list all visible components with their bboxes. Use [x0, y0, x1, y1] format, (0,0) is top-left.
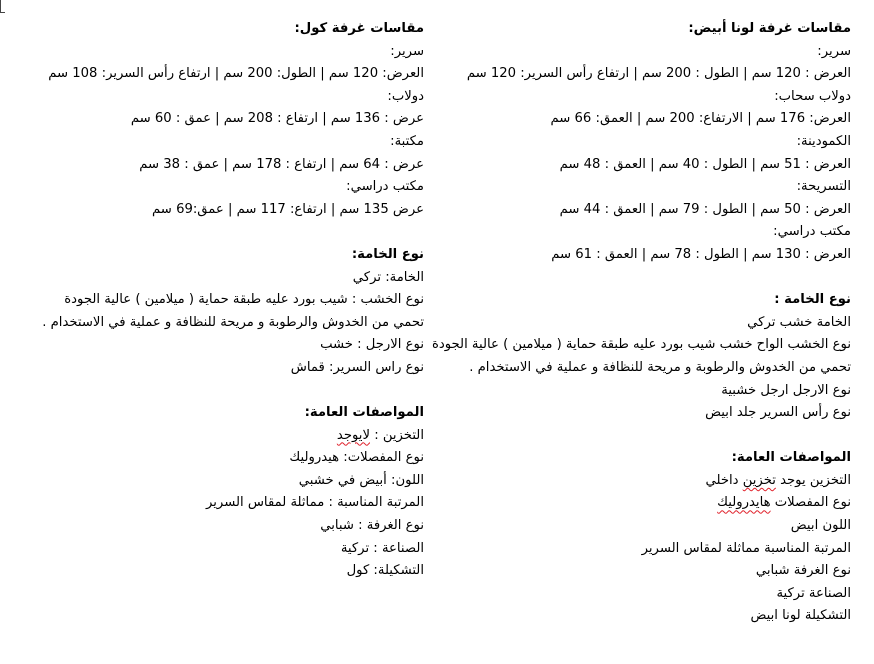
luna-desk-dims: العرض : 130 سم | الطول : 78 سم | العمق : 61 سم [551, 246, 851, 262]
cool-bookcase-dims: عرض : 64 سم | ارتفاع : 178 سم | عمق : 38 سم [139, 156, 424, 172]
cool-spec-room-type: نوع الغرفة : شبابي [320, 518, 424, 534]
cool-spec-hinges: نوع المفصلات: هيدروليك [289, 450, 424, 466]
cool-desk-dims: عرض 135 سم | ارتفاع: 117 سم | عمق:69 سم [152, 201, 424, 217]
luna-desk-label: مكتب دراسي: [773, 224, 851, 240]
spelling-marked-word: هايدروليك [717, 495, 771, 511]
cool-material-title: نوع الخامة: [351, 246, 424, 262]
luna-spec-collection: التشكيلة لونا ابيض [750, 608, 851, 624]
luna-specs-title: المواصفات العامة: [731, 450, 851, 466]
luna-spec-mattress: المرتبة المناسبة مماثلة لمقاس السرير [641, 540, 851, 556]
cool-material-line: الخامة: تركي [352, 269, 424, 285]
luna-room-column [431, 18, 851, 628]
blank-line [24, 221, 424, 244]
text-boundary-corner [0, 0, 5, 13]
luna-spec-color: اللون ابيض [790, 518, 851, 534]
cool-material-line: تحمي من الخدوش والرطوبة و مريحة للنظافة و عملية في الاستخدام . [42, 314, 424, 330]
cool-bookcase-label: مكتبة: [390, 133, 424, 149]
luna-spec-hinges [431, 492, 851, 515]
cool-specs-title: المواصفات العامة: [304, 405, 424, 421]
luna-material-line: نوع رأس السرير جلد ابيض [705, 405, 851, 421]
luna-storage-suffix: داخلي [705, 472, 743, 488]
luna-nightstand-dims: العرض : 51 سم | الطول : 40 سم | العمق : 48 سم [559, 156, 851, 172]
cool-spec-collection: التشكيلة: كول [346, 563, 424, 579]
luna-material-line: الخامة خشب تركي [747, 314, 851, 330]
luna-material-line: نوع الخشب الواح خشب شيب بورد عليه طبقة حماية ( ميلامين ) عالية الجودة [431, 337, 851, 353]
luna-material-line: تحمي من الخدوش والرطوبة و مريحة للنظافة و عملية في الاستخدام . [469, 359, 851, 375]
spelling-marked-word: لايوجد [336, 427, 370, 443]
cool-dimensions-title: مقاسات غرفة كول: [294, 21, 424, 36]
cool-spec-mattress: المرتبة المناسبة : مماثلة لمقاس السرير [205, 495, 424, 511]
blank-line [431, 267, 851, 290]
cool-material-line: نوع الخشب : شيب بورد عليه طبقة حماية ( ميلامين ) عالية الجودة [64, 292, 424, 308]
cool-material-line: نوع الارجل : خشب [320, 337, 424, 353]
cool-material-line: نوع راس السرير: قماش [290, 359, 424, 375]
luna-material-title: نوع الخامة : [774, 292, 851, 308]
luna-dresser-label: التسريحة: [796, 179, 851, 195]
luna-spec-room-type: نوع الغرفة شبابي [755, 563, 851, 579]
luna-nightstand-label: الكمودينة: [796, 133, 851, 149]
luna-spec-storage [431, 470, 851, 493]
luna-bed-dims: العرض : 120 سم | الطول : 200 سم | ارتفاع رأس السرير: 120 سم [466, 66, 851, 82]
cool-bed-label: سرير: [390, 43, 424, 59]
luna-dresser-dims: العرض : 50 سم | الطول : 79 سم | العمق : 44 سم [559, 201, 851, 217]
luna-storage-prefix: التخزين يوجد [775, 472, 851, 488]
luna-spec-made-in: الصناعة تركية [776, 585, 851, 601]
luna-hinges-prefix: نوع المفصلات [770, 495, 851, 511]
cool-storage-prefix: التخزين : [370, 427, 424, 443]
luna-wardrobe-label: دولاب سحاب: [774, 88, 851, 104]
blank-line [24, 380, 424, 403]
spelling-marked-word: تخزين [742, 472, 776, 488]
cool-wardrobe-label: دولاب: [387, 88, 424, 104]
luna-wardrobe-dims: العرض: 176 سم | الارتفاع: 200 سم | العمق: 66 سم [550, 111, 851, 127]
cool-spec-storage [24, 425, 424, 448]
cool-spec-color: اللون: أبيض في خشبي [298, 472, 424, 488]
cool-wardrobe-dims: عرض : 136 سم | ارتفاع : 208 سم | عمق : 60 سم [130, 111, 424, 127]
cool-spec-made-in: الصناعة : تركية [340, 540, 424, 556]
cool-desk-label: مكتب دراسي: [346, 179, 424, 195]
luna-bed-label: سرير: [817, 43, 851, 59]
cool-bed-dims: العرض: 120 سم | الطول: 200 سم | ارتفاع رأس السرير: 108 سم [48, 66, 424, 82]
luna-material-line: نوع الارجل ارجل خشبية [721, 382, 851, 398]
cool-room-column [24, 18, 424, 583]
blank-line [431, 425, 851, 448]
luna-dimensions-title: مقاسات غرفة لونا أبيض: [688, 21, 851, 36]
